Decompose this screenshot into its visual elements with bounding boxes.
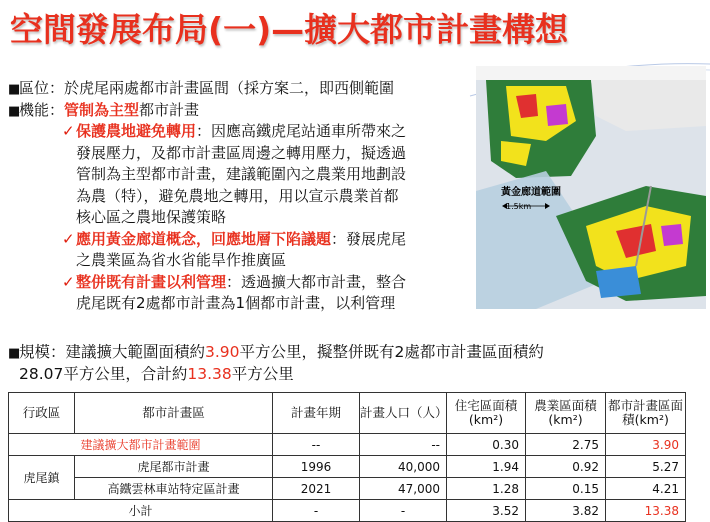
table-row: 虎尾鎮 虎尾都市計畫 1996 40,000 1.94 0.92 5.27 (9, 456, 686, 478)
table-header-row (9, 393, 686, 434)
sub-item-protect-farmland: ✓保護農地避免轉用：因應高鐵虎尾站通車所帶來之 (8, 121, 493, 143)
sub-item-text: 虎尾既有2處都市計畫為1個都市計畫，以利管理 (76, 294, 396, 312)
checkmark-icon: ✓ (62, 229, 75, 248)
scale-area-value: 3.90 (205, 343, 240, 361)
sub-item-golden-corridor: ✓應用黃金廊道概念，回應地層下陷議題：發展虎尾 (8, 229, 493, 251)
header-residential: 住宅區面積(km²) (447, 393, 526, 434)
checkmark-icon: ✓ (62, 272, 75, 291)
header-district: 行政區 (9, 393, 75, 434)
planning-map (476, 66, 706, 309)
bullet-location: ■區位：於虎尾兩處都市計畫區間（採方案二，即西側範圍 (8, 78, 493, 100)
scale-label: 1.5km (506, 202, 532, 211)
header-plan: 都市計畫區 (75, 393, 273, 434)
table-row: 高鐵雲林車站特定區計畫 2021 47,000 1.28 0.15 4.21 (9, 478, 686, 500)
sub-item-merge-plans: ✓整併既有計畫以利管理：透過擴大都市計畫，整合 (8, 272, 493, 294)
header-population: 計畫人口（人） (360, 393, 447, 434)
scale-paragraph: ■規模：建議擴大範圍面積約3.90平方公里，擬整併既有2處都市計畫區面積約 28.07平方公里，合計約13.38平方公里 (8, 343, 544, 383)
square-bullet-icon: ■ (8, 103, 21, 119)
header-year: 計畫年期 (273, 393, 360, 434)
header-agricultural: 農業區面積(km²) (526, 393, 606, 434)
square-bullet-icon: ■ (8, 346, 21, 361)
bullet-function: ■機能：管制為主型都市計畫 (8, 100, 493, 122)
square-bullet-icon: ■ (8, 82, 21, 97)
table-row: 小計 - - 3.52 3.82 13.38 (9, 500, 686, 522)
scale-total-value: 13.38 (187, 364, 232, 383)
checkmark-icon: ✓ (62, 122, 75, 140)
corridor-label: 黃金廊道範圍 (501, 187, 561, 198)
sub-item-text: 管制為主型都市計畫，建議範圍內之農業用地劃設 (76, 165, 407, 183)
sub-item-text: 發展壓力，及都市計畫區周邊之轉用壓力，擬透過 (76, 143, 407, 162)
sub-item-text: 為農（特），避免農地之轉用，用以宣示農業首都 (76, 186, 399, 205)
sub-item-text: 之農業區為省水省能旱作推廣區 (76, 251, 287, 269)
header-total-area: 都市計畫區面積(km²) (606, 393, 686, 434)
sub-item-text: 核心區之農地保護策略 (76, 208, 227, 226)
bullet-list (8, 78, 493, 315)
area-table (8, 392, 686, 522)
slide-title: 空間發展布局(一)—擴大都市計畫構想 (10, 10, 569, 49)
table-row: 建議擴大都市計畫範圍 -- -- 0.30 2.75 3.90 (9, 434, 686, 456)
